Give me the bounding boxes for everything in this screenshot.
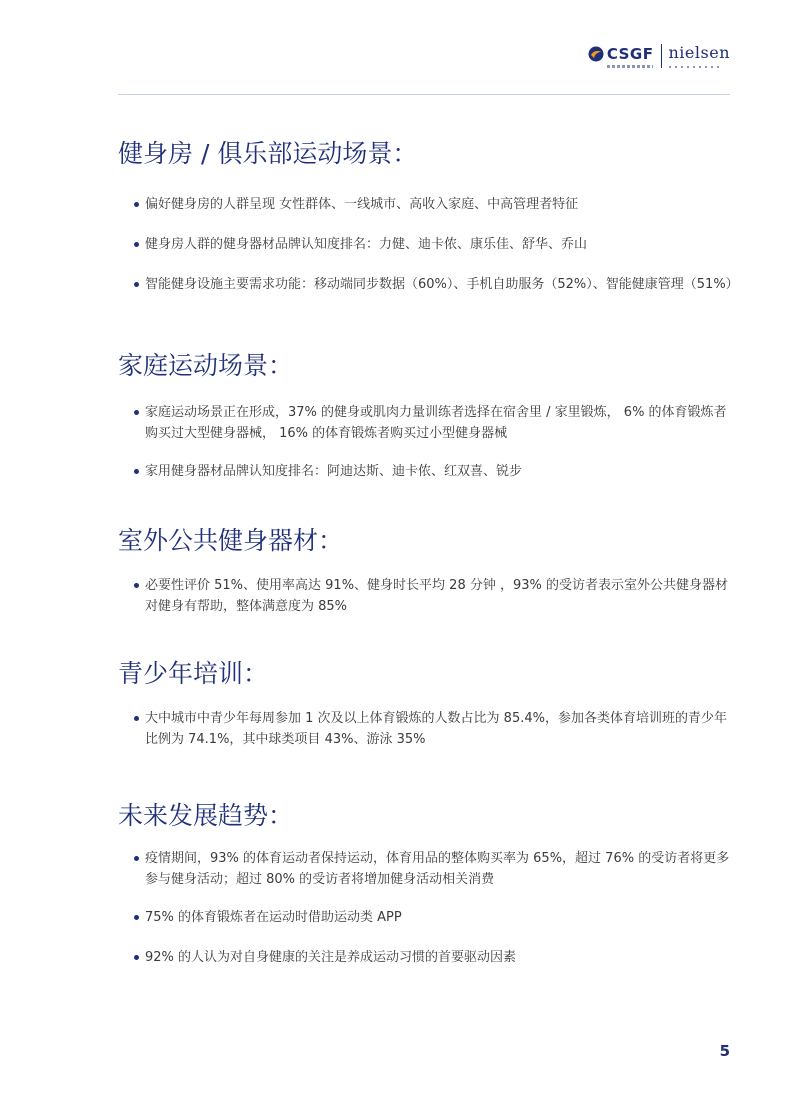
- list-item: [118, 402, 734, 444]
- bullet-dot-icon: [134, 583, 139, 588]
- list-item: [118, 274, 739, 295]
- csgf-logo-text: CSGF: [606, 44, 654, 63]
- list-item: [118, 947, 734, 968]
- bullet-dot-icon: [134, 955, 139, 960]
- list-item: [118, 708, 734, 750]
- list-item: [118, 461, 734, 482]
- csgf-logo-subline: [607, 65, 653, 68]
- list-item: [118, 575, 734, 617]
- bullet-dot-icon: [134, 202, 139, 207]
- list-item-text: 疫情期间，93% 的体育运动者保持运动，体育用品的整体购买率为 65%，超过 76% 的受访者将更多参与健身活动；超过 80% 的受访者将增加健身活动相关消费: [145, 851, 730, 887]
- bullet-dot-icon: [134, 469, 139, 474]
- bullet-dot-icon: [134, 716, 139, 721]
- bullet-list: [118, 708, 734, 750]
- nielsen-logo: [668, 42, 731, 68]
- logo-divider: [661, 44, 662, 68]
- section-youth-training: [118, 658, 734, 750]
- bullet-dot-icon: [134, 915, 139, 920]
- list-item-text: 健身房人群的健身器材品牌认知度排名：力健、迪卡侬、康乐佳、舒华、乔山: [145, 237, 588, 252]
- bullet-list: [118, 575, 734, 617]
- bullet-list: [118, 194, 739, 295]
- page-number: 5: [719, 1042, 730, 1060]
- nielsen-logo-text: nielsen: [668, 42, 730, 62]
- list-item: [118, 907, 734, 928]
- section-title: 青少年培训：: [118, 659, 269, 688]
- list-item-text: 偏好健身房的人群呈现 女性群体、一线城市、高收入家庭、中高管理者特征: [145, 197, 579, 212]
- section-gym-club: [118, 138, 739, 295]
- bullet-dot-icon: [134, 856, 139, 861]
- bullet-list: [118, 402, 734, 482]
- list-item: [118, 848, 734, 890]
- list-item-text: 大中城市中青少年每周参加 1 次及以上体育锻炼的人数占比为 85.4%，参加各类体育培训班的青少年比例为 74.1%，其中球类项目 43%、游泳 35%: [145, 711, 727, 747]
- section-future-trends: [118, 800, 734, 968]
- csgf-logo: [588, 45, 654, 68]
- section-home-exercise: [118, 350, 734, 482]
- list-item-text: 家庭运动场景正在形成，37% 的健身或肌肉力量训练者选择在宿舍里 / 家里锻炼， 6% 的体育锻炼者购买过大型健身器械， 16% 的体育锻炼者购买过小型健身器械: [145, 405, 727, 441]
- list-item-text: 家用健身器材品牌认知度排名：阿迪达斯、迪卡侬、红双喜、锐步: [145, 464, 523, 479]
- list-item-text: 必要性评价 51%、使用率高达 91%、健身时长平均 28 分钟 ，93% 的受访者表示室外公共健身器材对健身有帮助，整体满意度为 85%: [145, 578, 729, 614]
- section-title: 未来发展趋势：: [118, 801, 294, 830]
- bullet-dot-icon: [134, 410, 139, 415]
- header-logos: [588, 40, 730, 72]
- section-outdoor-equipment: [118, 525, 734, 617]
- bullet-list: [118, 848, 734, 968]
- list-item: [118, 234, 734, 255]
- list-item-text: 智能健身设施主要需求功能：移动端同步数据（60%）、手机自助服务（52%）、智能健康管理（51%）: [145, 277, 739, 292]
- section-title: 家庭运动场景：: [118, 351, 294, 380]
- nielsen-logo-dots: [669, 66, 723, 68]
- section-title: 室外公共健身器材：: [118, 526, 344, 555]
- csgf-mark-icon: [588, 46, 604, 62]
- bullet-dot-icon: [134, 242, 139, 247]
- list-item-text: 75% 的体育锻炼者在运动时借助运动类 APP: [145, 910, 402, 925]
- list-item-text: 92% 的人认为对自身健康的关注是养成运动习惯的首要驱动因素: [145, 950, 517, 965]
- list-item: [118, 194, 734, 215]
- bullet-dot-icon: [134, 282, 139, 287]
- header-rule: [118, 94, 730, 95]
- section-title: 健身房 / 俱乐部运动场景：: [118, 139, 418, 168]
